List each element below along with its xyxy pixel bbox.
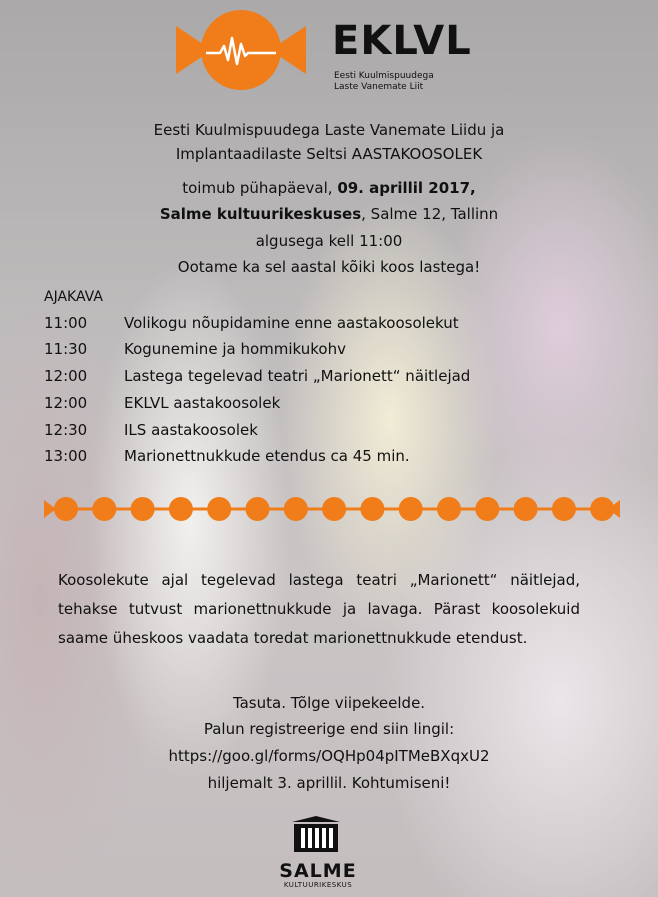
event-heading-line1: Eesti Kuulmispuudega Laste Vanemate Liidu ja — [153, 121, 505, 139]
schedule-item: Kogunemine ja hommikukohv — [124, 340, 346, 358]
divider-dot — [131, 497, 155, 521]
schedule-time: 12:30 — [44, 421, 88, 439]
divider-dot — [246, 497, 270, 521]
divider-dot — [437, 497, 461, 521]
divider-dot — [514, 497, 538, 521]
footer-free-info: Tasuta. Tõlge viipekeelde. — [232, 694, 426, 712]
schedule-item: EKLVL aastakoosolek — [124, 394, 281, 412]
logo-subtitle: Eesti Kuulmispuudega — [334, 71, 434, 81]
schedule-item: ILS aastakoosolek — [124, 421, 258, 439]
event-description: Koosolekute ajal tegelevad lastega teatri „Marionett“ näitlejad, tehakse tutvust marionettnukkude ja lavaga. Pärast koosolekuid saame üheskoos vaadata toredat marionettnukkude etendust. — [58, 571, 580, 647]
event-date: 09. aprillil 2017, — [337, 179, 476, 197]
schedule-item: Marionettnukkude etendus ca 45 min. — [124, 447, 410, 465]
event-start-time: algusega kell 11:00 — [255, 232, 403, 250]
divider-dot — [207, 497, 231, 521]
footer-register-prompt: Palun registreerige end siin lingil: — [203, 720, 455, 738]
registration-link[interactable]: https://goo.gl/forms/OQHp04pITMeBXqxU2 — [168, 747, 490, 765]
divider-dot — [475, 497, 499, 521]
divider-dot — [169, 497, 193, 521]
logo-subtitle: Laste Vanemate Liit — [334, 82, 424, 92]
divider-dot — [399, 497, 423, 521]
divider-dot — [54, 497, 78, 521]
divider-dot — [590, 497, 614, 521]
schedule-time: 12:00 — [44, 394, 88, 412]
event-invite: Ootame ka sel aastal kõiki koos lastega! — [177, 258, 481, 276]
event-venue-name: Salme kultuurikeskuses — [159, 205, 362, 223]
schedule-item: Volikogu nõupidamine enne aastakoosolekut — [124, 314, 459, 332]
salme-logo-subtitle: KULTUURIKESKUS — [283, 881, 353, 889]
event-venue-line — [0, 205, 658, 223]
event-date-prefix: toimub pühapäeval, — [182, 179, 338, 197]
divider-dot — [552, 497, 576, 521]
schedule-time: 13:00 — [44, 447, 88, 465]
divider-dot — [360, 497, 384, 521]
event-venue-address: , Salme 12, Tallinn — [361, 205, 499, 223]
schedule-time: 11:00 — [44, 314, 88, 332]
footer-deadline: hiljemalt 3. aprillil. Kohtumiseni! — [207, 774, 451, 792]
event-heading-line2: Implantaadilaste Seltsi AASTAKOOSOLEK — [175, 145, 483, 163]
salme-building-icon — [286, 816, 346, 856]
event-date-line — [0, 179, 658, 197]
divider-dot — [284, 497, 308, 521]
schedule-item: Lastega tegelevad teatri „Marionett“ näitlejad — [124, 367, 471, 385]
schedule-time: 11:30 — [44, 340, 88, 358]
schedule-time: 12:00 — [44, 367, 88, 385]
logo-title: EKLVL — [332, 18, 472, 64]
decorative-divider-icon — [44, 494, 620, 524]
divider-dot — [92, 497, 116, 521]
divider-dot — [322, 497, 346, 521]
eklvl-logo-icon — [176, 8, 306, 92]
schedule-title: AJAKAVA — [44, 289, 103, 305]
salme-logo-name: SALME — [279, 860, 357, 882]
